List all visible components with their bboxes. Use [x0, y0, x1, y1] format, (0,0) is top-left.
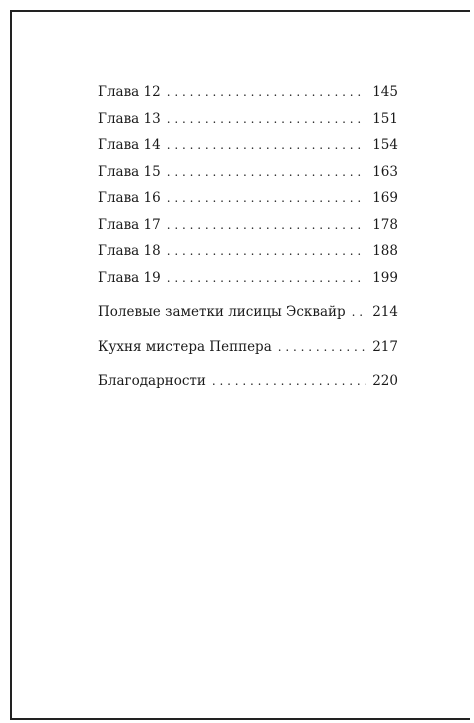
toc-entry	[98, 79, 398, 106]
toc-entry-page: 199	[372, 269, 398, 286]
toc-dot-leader	[167, 79, 366, 106]
toc-entry-page: 214	[372, 304, 398, 320]
toc-entry	[98, 238, 398, 265]
toc-entry	[98, 265, 398, 292]
toc-entry-page: 154	[372, 137, 398, 153]
toc-entry-page: 145	[372, 84, 398, 100]
toc-entry	[98, 368, 398, 395]
toc-dot-leader	[352, 299, 366, 326]
toc-entry	[98, 159, 398, 186]
toc-dot-leader	[167, 185, 366, 212]
toc-entry	[98, 185, 398, 212]
toc-dot-leader	[167, 132, 366, 159]
toc-entry-label: Глава 14	[98, 137, 161, 153]
toc-entry-label: Глава 17	[98, 216, 161, 233]
toc-entry	[98, 299, 398, 326]
toc-entry-page: 220	[372, 373, 398, 389]
toc-entry-label: Глава 18	[98, 243, 161, 259]
toc-dot-leader	[167, 212, 366, 239]
toc-entry	[98, 106, 398, 133]
toc-dot-leader	[167, 238, 366, 265]
toc-entry-label: Глава 13	[98, 110, 161, 127]
toc-entry-label: Глава 15	[98, 163, 161, 180]
toc-dot-leader	[278, 334, 366, 361]
toc-entry-label: Глава 19	[98, 269, 161, 286]
toc-entry-page: 188	[372, 243, 398, 259]
toc-entry-page: 169	[372, 190, 398, 206]
toc-entry-page: 151	[372, 110, 398, 127]
toc-entry	[98, 212, 398, 239]
toc-entry-label: Полевые заметки лисицы Эсквайр	[98, 304, 346, 320]
toc-entry-label: Благодарности	[98, 373, 206, 389]
toc-dot-leader	[167, 265, 366, 292]
table-of-contents	[98, 79, 398, 395]
toc-dot-leader	[167, 106, 366, 133]
toc-entry	[98, 132, 398, 159]
toc-entry-page: 163	[372, 163, 398, 180]
toc-entry-label: Кухня мистера Пеппера	[98, 338, 272, 355]
toc-entry	[98, 334, 398, 361]
toc-entry-label: Глава 16	[98, 190, 161, 206]
toc-entry-label: Глава 12	[98, 84, 161, 100]
toc-entry-page: 178	[372, 216, 398, 233]
toc-entry-page: 217	[372, 338, 398, 355]
toc-dot-leader	[212, 368, 366, 395]
toc-dot-leader	[167, 159, 366, 186]
